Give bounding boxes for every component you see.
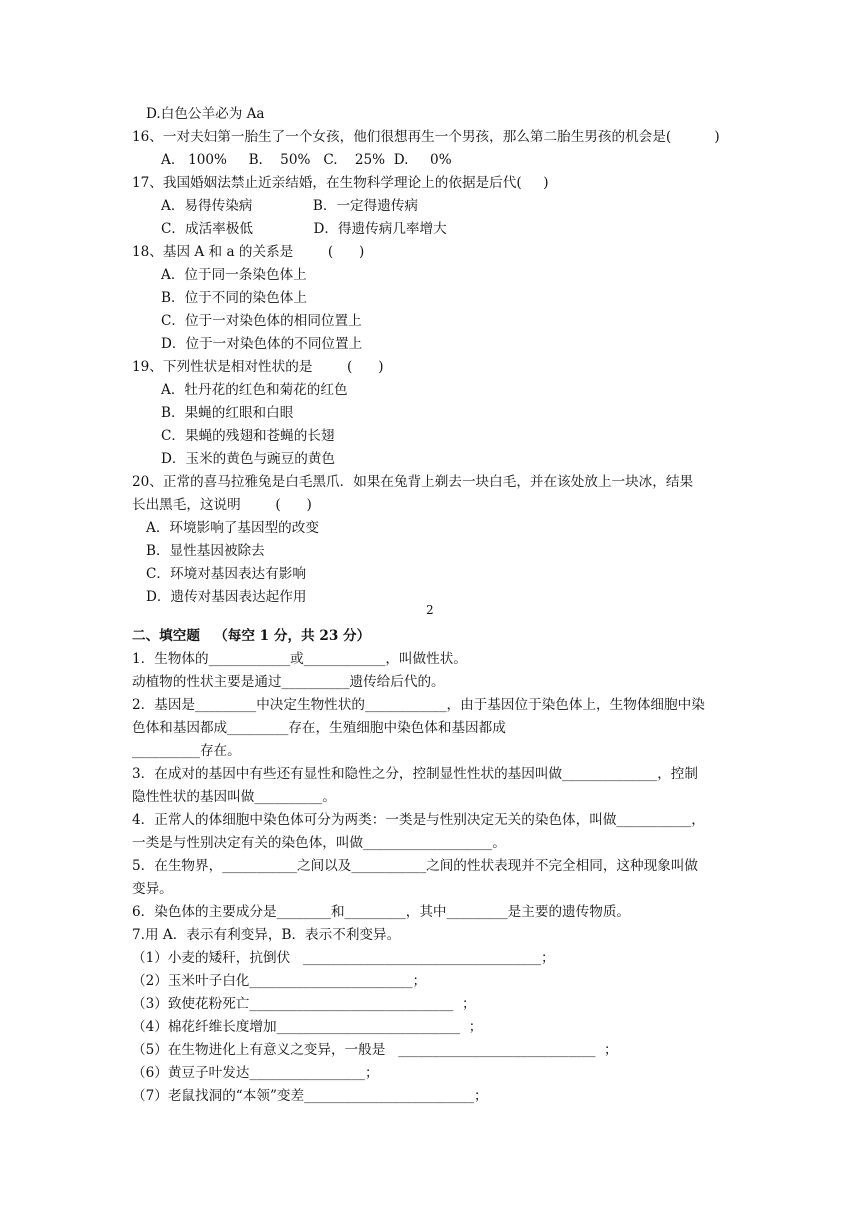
fill-7-item-6: （6）黄豆子叶发达_________________； xyxy=(132,1065,379,1081)
fill-7-item-1: （1）小麦的矮秆，抗倒伏 ___________________________________； xyxy=(132,950,555,966)
option-b-q20: B．显性基因被除去 xyxy=(146,543,265,559)
option-c-q18: C．位于一对染色体的相同位置上 xyxy=(161,313,362,329)
options-q17-cd: C．成活率极低 D．得遗传病几率增大 xyxy=(161,221,447,237)
option-b-q18: B．位于不同的染色体上 xyxy=(161,290,307,306)
fill-7-item-7: （7）老鼠找洞的“本领”变差_________________________； xyxy=(132,1088,488,1104)
fill-4-cont: 一类是与性别决定有关的染色体，叫做___________________。 xyxy=(132,835,506,851)
question-17: 17、我国婚姻法禁止近亲结婚，在生物科学理论上的依据是后代( ) xyxy=(132,175,549,191)
option-b-q19: B．果蝇的红眼和白眼 xyxy=(161,405,294,421)
question-18: 18、基因 A 和 a 的关系是 ( ) xyxy=(132,244,365,260)
fill-7-item-2: （2）玉米叶子白化________________________； xyxy=(132,973,427,989)
fill-1: 1．生物体的____________或____________，叫做性状。 xyxy=(132,651,467,667)
option-d-q19: D．玉米的黄色与豌豆的黄色 xyxy=(161,451,336,467)
option-a-q20: A．环境影响了基因型的改变 xyxy=(146,520,319,536)
fill-4: 4．正常人的体细胞中染色体可分为两类：一类是与性别决定无关的染色体，叫做___________， xyxy=(132,812,705,828)
fill-3: 3．在成对的基因中有些还有显性和隐性之分，控制显性性状的基因叫做______________，控制 xyxy=(132,766,698,782)
fill-5-cont: 变异。 xyxy=(132,881,173,897)
section-title: 二、填空题 （每空 1 分，共 23 分） xyxy=(132,628,371,644)
fill-7-item-3: （3）致使花粉死亡______________________________ ； xyxy=(132,996,476,1012)
fill-7-item-5: （5）在生物进化上有意义之变异，一般是 _____________________________ ； xyxy=(132,1042,618,1058)
fill-2-end: __________存在。 xyxy=(132,743,241,759)
option-c-q19: C．果蝇的残翅和苍蝇的长翅 xyxy=(161,428,335,444)
option-a-q18: A．位于同一条染色体上 xyxy=(161,267,307,283)
fill-7: 7.用 A．表示有利变异，B．表示不利变异。 xyxy=(132,927,401,943)
question-19: 19、下列性状是相对性状的是 ( ) xyxy=(132,359,384,375)
page-number: 2 xyxy=(426,603,434,617)
option-c-q20: C．环境对基因表达有影响 xyxy=(146,566,306,582)
fill-6: 6．染色体的主要成分是________和_________，其中_________是主要的遗传物质。 xyxy=(132,904,631,920)
question-16: 16、一对夫妇第一胎生了一个女孩，他们很想再生一个男孩，那么第二胎生男孩的机会是( ) xyxy=(132,129,720,145)
fill-1-cont: 动植物的性状主要是通过__________遗传给后代的。 xyxy=(132,674,445,690)
question-20-cont: 长出黑毛，这说明 ( ) xyxy=(132,497,312,513)
option-d-q20: D．遗传对基因表达起作用 xyxy=(146,589,307,605)
fill-7-item-4: （4）棉花纤维长度增加___________________________ ； xyxy=(132,1019,483,1035)
fill-3-cont: 隐性性状的基因叫做__________。 xyxy=(132,789,336,805)
option-d-q18: D．位于一对染色体的不同位置上 xyxy=(161,336,363,352)
fill-2-cont: 色体和基因都成_________存在，生殖细胞中染色体和基因都成 xyxy=(132,720,506,736)
options-q16: A. 100% B. 50% C. 25% D. 0% xyxy=(161,152,452,168)
fill-5: 5．在生物界，___________之间以及___________之间的性状表现并不完全相同，这种现象叫做 xyxy=(132,858,698,874)
option-a-q19: A．牡丹花的红色和菊花的红色 xyxy=(161,382,348,398)
options-q17-ab: A．易得传染病 B．一定得遗传病 xyxy=(161,198,419,214)
question-20: 20、正常的喜马拉雅兔是白毛黑爪．如果在兔背上剃去一块白毛，并在该处放上一块冰，结果 xyxy=(132,474,694,490)
option-d-q15: D.白色公羊必为 Aa xyxy=(146,106,265,122)
fill-2: 2．基因是_________中决定生物性状的____________，由于基因位于染色体上，生物体细胞中染 xyxy=(132,697,705,713)
